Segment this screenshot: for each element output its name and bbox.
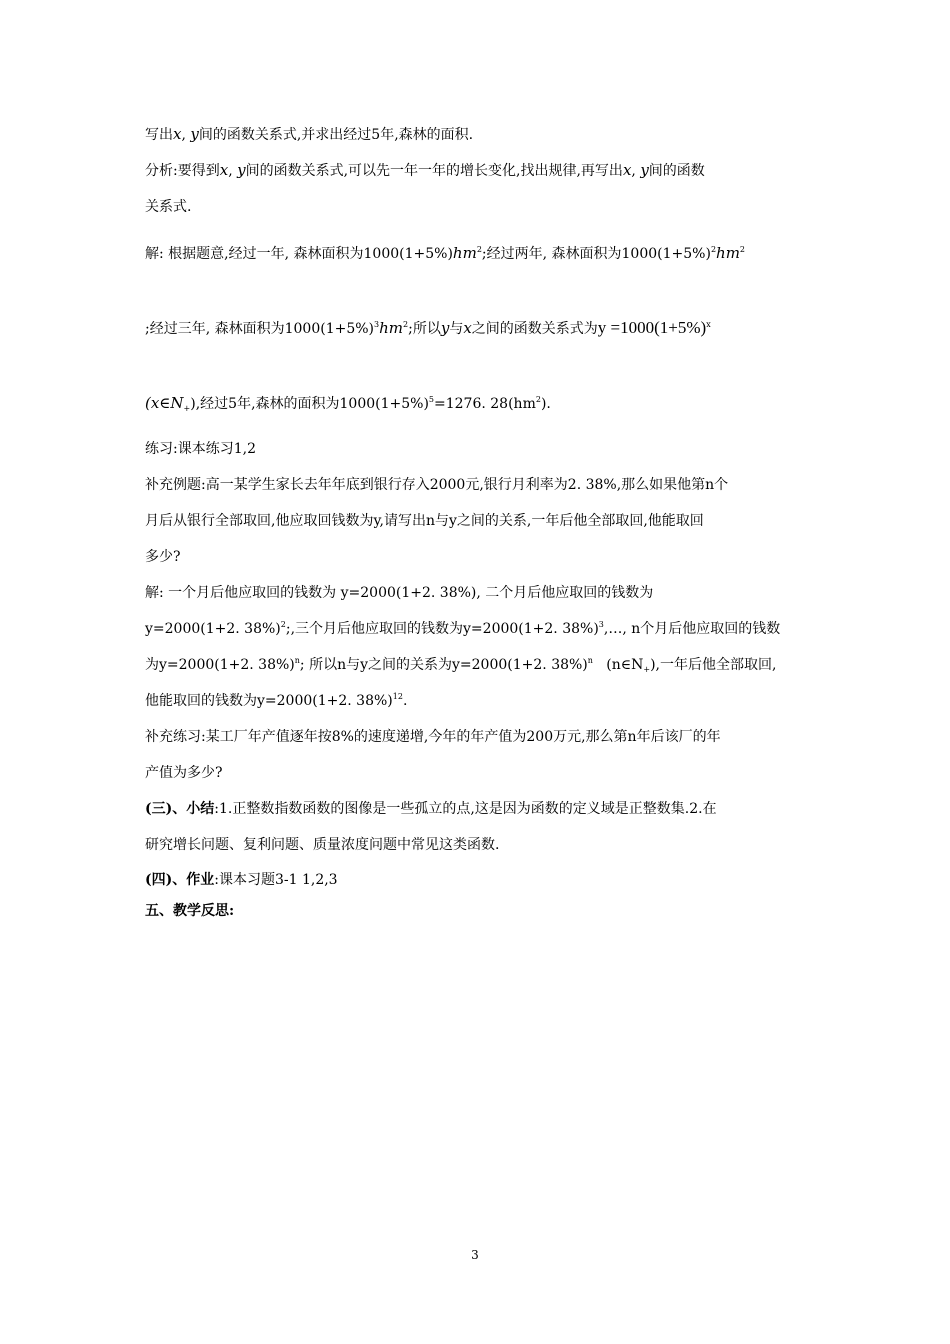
line-4 — [145, 243, 815, 264]
text: ;,三个月后他应取回的钱数为y=2000(1+2. 38%) — [285, 621, 599, 637]
line-20: 五、教学反思: — [145, 903, 235, 919]
var-y: y — [640, 161, 649, 179]
text: ;经过两年, 森林面积为1000(1+5%) — [481, 246, 711, 262]
text: 间的函数关系式,可以先一年一年的增长变化,找出规律,再写出 — [245, 163, 623, 179]
line-3: 关系式. — [145, 199, 192, 215]
line-15: 补充练习:某工厂年产值逐年按8%的速度递增,今年的年产值为200万元,那么第n年后该厂的年 — [145, 729, 721, 745]
text: ;经过三年, 森林面积为1000(1+5%) — [145, 321, 375, 337]
exponent: 2 — [739, 245, 746, 254]
text: 之间的函数关系式为 — [471, 321, 598, 337]
section-heading: (三)、小结 — [145, 801, 215, 817]
line-8: 补充例题:高一某学生家长去年年底到银行存入2000元,银行月利率为2. 38%,那么如果他第n个 — [145, 477, 729, 493]
text: 与 — [449, 321, 464, 337]
line-16: 产值为多少? — [145, 765, 223, 781]
comma: , — [181, 127, 186, 143]
var-x: x — [463, 319, 472, 337]
line-17 — [145, 799, 815, 819]
comma: , — [631, 163, 636, 179]
text: 分析:要得到 — [145, 163, 220, 179]
text: 间的函数 — [648, 163, 705, 179]
comma: , — [228, 163, 233, 179]
text: 为y=2000(1+2. 38%) — [145, 657, 295, 673]
exponent: x — [706, 320, 711, 329]
exponent: n — [587, 656, 593, 665]
var-y: y — [440, 319, 450, 337]
text: 解: 根据题意,经过一年, 森林面积为1000(1+5%) — [145, 246, 453, 262]
text: ; 所以n与y之间的关系为y=2000(1+2. 38%) — [299, 657, 588, 673]
var-y: y — [237, 161, 246, 179]
text: 他能取回的钱数为y=2000(1+2. 38%) — [145, 693, 393, 709]
subscript: + — [183, 404, 191, 413]
line-7: 练习:课本练习1,2 — [145, 441, 256, 457]
var-x: x — [219, 161, 229, 179]
line-1 — [145, 124, 815, 145]
line-19 — [145, 870, 815, 890]
text: . — [402, 693, 408, 709]
exponent: 12 — [392, 692, 403, 701]
exponent: 2 — [403, 320, 409, 329]
text: (n∈N — [606, 657, 644, 673]
exponent: n — [294, 656, 300, 665]
text: 写出 — [145, 127, 173, 143]
unit-hm: hm — [379, 319, 404, 337]
text: ),一年后他全部取回, — [650, 657, 777, 673]
subscript: + — [643, 665, 651, 674]
exponent: 5 — [428, 395, 435, 404]
line-14 — [145, 691, 815, 711]
line-2 — [145, 160, 815, 181]
exponent: 2 — [710, 245, 717, 254]
line-11: 解: 一个月后他应取回的钱数为 y=2000(1+2. 38%), 二个月后他应取回的钱数为 — [145, 585, 654, 601]
domain-expr: (x∈N — [145, 394, 184, 412]
text: ,…, n个月后他应取回的钱数 — [603, 621, 781, 637]
line-10: 多少? — [145, 549, 181, 565]
var-y: y — [190, 125, 199, 143]
exponent: 2 — [280, 620, 286, 629]
line-18: 研究增长问题、复利问题、质量浓度问题中常见这类函数. — [145, 837, 500, 853]
section-heading: (四)、作业 — [145, 872, 215, 888]
line-9: 月后从银行全部取回,他应取回钱数为y,请写出n与y之间的关系,一年后他全部取回,他能取回 — [145, 513, 704, 529]
var-x: x — [622, 161, 632, 179]
text: ;所以 — [408, 321, 441, 337]
line-12 — [145, 619, 815, 639]
exponent: 2 — [476, 245, 482, 254]
text: 间的函数关系式,并求出经过5年,森林的面积. — [198, 127, 474, 143]
unit-hm: hm — [716, 244, 740, 262]
text: ). — [540, 396, 551, 412]
equation: y =1000(1+5%) — [597, 318, 707, 337]
page-number: 3 — [471, 1248, 479, 1262]
line-5 — [145, 318, 815, 339]
text: :1.正整数指数函数的图像是一些孤立的点,这是因为函数的定义域是正整数集.2.在 — [214, 801, 717, 817]
exponent: 2 — [535, 395, 541, 404]
exponent: 3 — [374, 320, 380, 329]
line-6 — [145, 393, 815, 414]
text: =1276. 28(hm — [434, 396, 536, 412]
text: y=2000(1+2. 38%) — [145, 621, 281, 637]
var-x: x — [173, 125, 182, 143]
line-13 — [145, 655, 815, 675]
unit-hm: hm — [452, 244, 477, 262]
exponent: 3 — [598, 620, 604, 629]
text: :课本习题3-1 1,2,3 — [214, 872, 338, 888]
text: ),经过5年,森林的面积为1000(1+5%) — [190, 396, 429, 412]
